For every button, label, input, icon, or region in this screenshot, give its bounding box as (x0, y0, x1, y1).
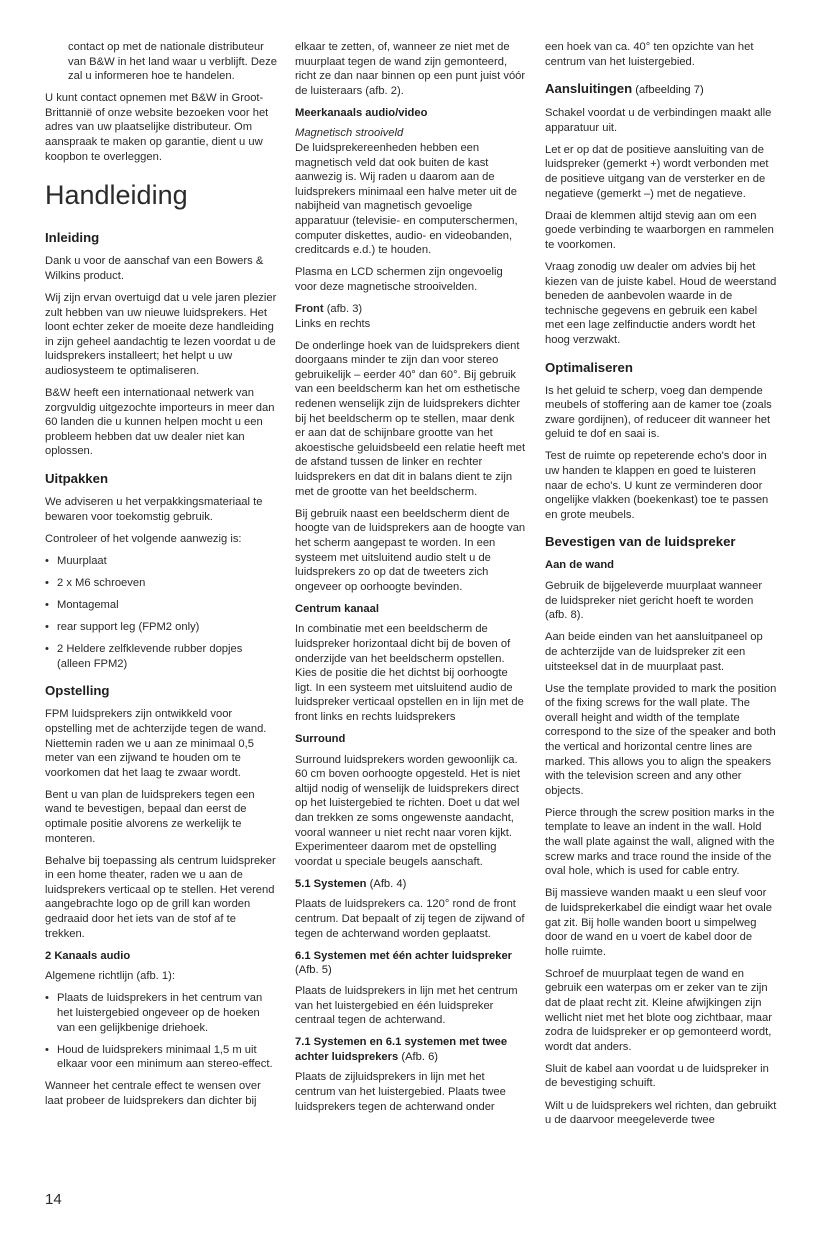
list-item: • rear support leg (FPM2 only) (45, 620, 277, 635)
aansl-title: Aansluitingen (545, 81, 633, 97)
list-item: • Plaats de luidsprekers in het centrum van het luistergebied ongeveer op de hoeken van een gelijkbenige driehoek. (45, 991, 277, 1035)
section-heading-uitpakken: Uitpakken (45, 470, 109, 486)
subheading-2-kanaals: 2 Kanaals audio (45, 949, 131, 962)
paragraph: Plaats de zijluidsprekers in lijn met het centrum van het luistergebied. Plaats twee luidsprekers tegen de achterwand onder (295, 1071, 506, 1113)
paragraph: Draai de klemmen altijd stevig aan om een goede verbinding te waarborgen en rammelen te voorkomen. (545, 209, 774, 251)
paragraph: U kunt contact opnemen met B&W in Groot-Brittannië of onze website bezoeken voor het adres van uw plaatselijke distributeur. Om aanspraak te maken op garantie, dient u uw koopbon te overleggen. (45, 92, 269, 163)
paragraph: Schakel voordat u de verbindingen maakt alle apparatuur uit. (545, 107, 772, 134)
magnetisch-text: De luidsprekereenheden hebben een magnetisch veld dat ook buiten de kast aanwezig is. Wij raden u daarom aan de luidsprekers minimaal een halve meter uit de nabijheid van magnetisch gevoelige apparatuur (televisie- en computerschermen, computer diskettes, audio- en videobanden, creditcards e.d.) te houden. (295, 142, 518, 257)
paragraph: contact op met de nationale distributeur van B&W in het land waar u verblijft. Deze zal u informeren hoe te handelen. (68, 41, 277, 83)
subheading-aan-de-wand: Aan de wand (545, 559, 614, 572)
subheading-centrum: Centrum kanaal (295, 602, 379, 615)
paragraph: Schroef de muurplaat tegen de wand en gebruik een waterpas om er zeker van te zijn dat de plaat recht zit. Kleine afwijkingen zijn wellicht niet met het blote oog zichtbaar, maar zodra de luidspreker er op gemonteerd wordt, wordt dat anders. (545, 967, 772, 1053)
front-ref: (afb. 3) (323, 303, 363, 315)
paragraph: Bent u van plan de luidsprekers tegen een wand te bevestigen, bepaal dan eerst de optimale positie alvorens ze werkelijk te monteren. (45, 788, 255, 845)
s51-ref: (Afb. 4) (366, 877, 407, 890)
paragraph: Use the template provided to mark the position of the fixing screws for the wall plate. The overall height and width of the template correspond to the size of the speaker and both the vertical and horizontal centre lines are marked. This allows you to align the speakers with the television screen and any other objects. (545, 682, 777, 797)
paragraph: Let er op dat de positieve aansluiting van de luidspreker (gemerkt +) wordt verbonden met de positieve uitgang van de versterker en de negatieve (gemerkt –) met de negatieve. (545, 143, 769, 200)
paragraph: Pierce through the screw position marks in the template to leave an indent in the wall. Hold the wall plate against the wall, aligned with the screw marks and trace round the inside of the oval hole, which is used for cable entry. (545, 806, 775, 878)
paragraph: Algemene richtlijn (afb. 1): (45, 970, 175, 983)
paragraph (295, 302, 527, 331)
aansl-ref: (afbeelding 7) (632, 84, 704, 97)
page-title: Handleiding (45, 180, 188, 211)
list-item: • 2 x M6 schroeven (45, 576, 277, 591)
subheading-71 (295, 1035, 527, 1064)
front-sub: Links en rechts (295, 317, 371, 330)
paragraph: Controleer of het volgende aanwezig is: (45, 532, 242, 545)
paragraph: We adviseren u het verpakkingsmateriaal te bewaren voor toekomstig gebruik. (45, 495, 263, 523)
paragraph: Is het geluid te scherp, voeg dan dempende meubels of stoffering aan de kamer toe (zoals zware gordijnen), of reduceer dit wanneer het geluid te dof en saai is. (545, 384, 772, 441)
paragraph: Sluit de kabel aan voordat u de luidspreker in de bevestiging schuift. (545, 1062, 769, 1090)
section-heading-inleiding: Inleiding (45, 230, 100, 246)
subheading-61 (295, 949, 527, 978)
paragraph: Plasma en LCD schermen zijn ongevoelig voor deze magnetische strooivelden. (295, 266, 503, 293)
section-heading-bevestigen: Bevestigen van de luidspreker (545, 534, 736, 550)
paragraph: Behalve bij toepassing als centrum luidspreker in een home theater, raden we u aan de luidsprekers verticaal op te stellen. Het verend aangebrachte logo op de grill kan worden gedraaid door het iets van de stof af te trekken. (45, 854, 276, 940)
column-1 (45, 40, 277, 1116)
paragraph: In combinatie met een beeldscherm de luidspreker horizontaal dicht bij de boven of onderzijde van het beeldscherm opstellen. Kies de positie die het dichtst bij oorhoogte ligt. In een systeem met uitsluitend audio de luidspreker verticaal opstellen en in lijn met de front links en rechts luidsprekers (295, 623, 524, 723)
paragraph: Surround luidsprekers worden gewoonlijk ca. 60 cm boven oorhoogte opgesteld. Het is niet altijd nodig of wenselijk de luidsprekers direct op het luistergebied te richten. Doet u dat wel dan trekken ze soms ongewenste aandacht, vooral wanneer u niet recht naar voren kijkt. Experimenteer daarom met de opstelling voordat u speciale beugels aanschaft. (295, 753, 521, 868)
guideline-list (45, 991, 277, 1071)
paragraph: Wilt u de luidsprekers wel richten, dan gebruikt u de daarvoor meegeleverde twee (545, 1099, 777, 1127)
front-label: Front (295, 303, 324, 315)
paragraph: FPM luidsprekers zijn ontwikkeld voor opstelling met de achterzijde tegen de wand. Niettemin raden we u aan ze minimaal 0,5 meter van een zijwand te houden om te voorkomen dat het laag te zwaar wordt. (45, 708, 267, 779)
page-number: 14 (45, 1191, 62, 1208)
subheading-surround: Surround (295, 733, 346, 746)
paragraph: Aan beide einden van het aansluitpaneel op de achterzijde van de luidspreker zit een uitsteeksel dat in de muurplaat past. (545, 631, 763, 673)
paragraph: Test de ruimte op repeterende echo's door in uw handen te klappen en goed te luisteren naar de echo's. U kunt ze verminderen door ongelijke vlakken (boekenkast) toe te passen en grote meubels. (545, 450, 769, 521)
s71-ref: (Afb. 6) (398, 1050, 439, 1063)
section-heading-opstelling: Opstelling (45, 683, 110, 699)
paragraph: Gebruik de bijgeleverde muurplaat wanneer de luidspreker niet gericht hoeft te worden (afb. 8). (545, 580, 763, 622)
paragraph: Bij massieve wanden maakt u een sleuf voor de luidsprekerkabel die eindigt waar het ovale gat zit. Bij holle wanden boort u simpelweg door de wand en u voert de kabel door de holle ruimte. (545, 887, 773, 958)
checklist (45, 554, 277, 672)
paragraph: Wij zijn ervan overtuigd dat u vele jaren plezier zult hebben van uw nieuwe luidsprekers. Het loont echter zeker de moeite deze handleiding in zijn geheel aandachtig te lezen voordat u de luidsprekers installeert; het helpt u uw audiosysteem te optimaliseren. (45, 291, 277, 377)
paragraph: een hoek van ca. 40° ten opzichte van het centrum van het luistergebied. (545, 41, 754, 68)
column-2 (295, 40, 527, 1122)
paragraph: Wanneer het centrale effect te wensen over laat probeer de luidsprekers dan dichter bij (45, 1080, 261, 1107)
section-heading-optimaliseren: Optimaliseren (545, 359, 633, 375)
magnetisch-label: Magnetisch strooiveld (295, 127, 404, 140)
s71-title: 7.1 Systemen en 6.1 systemen met twee achter luidsprekers (295, 1036, 508, 1063)
column-3 (545, 40, 777, 1135)
paragraph: De onderlinge hoek van de luidsprekers dient doorgaans minder te zijn dan voor stereo gebruikelijk – eerder 40° dan 60°. Bij gebruik van een beeldscherm kan het om esthetische redenen wenselijk zijn de luidsprekers dichter bij het beeldscherm op te stellen, maar denk er aan dat de schijnbare grootte van het akoestische geluidsbeeld een relatie heeft met de afstand tussen de linker en rechter luidsprekers en dat dit in balans dient te zijn met de grootte van het beeldscherm. (295, 339, 526, 498)
paragraph: Vraag zonodig uw dealer om advies bij het kiezen van de juiste kabel. Houd de weerstand beneden de aanbevolen waarde in de technische gegevens en gebruik een kabel met een lage zelfinductie anders wordt het hoog verzwakt. (545, 261, 777, 346)
s61-ref: (Afb. 5) (295, 964, 332, 977)
s51-title: 5.1 Systemen (295, 877, 367, 890)
paragraph: Dank u voor de aanschaf van een Bowers & Wilkins product. (45, 255, 264, 282)
section-heading-aansluitingen (545, 81, 777, 98)
list-item: • Muurplaat (45, 554, 277, 569)
s61-title: 6.1 Systemen met één achter luidspreker (295, 949, 513, 962)
paragraph (295, 126, 527, 257)
subheading-51 (295, 877, 527, 892)
subheading-meerkanaals: Meerkanaals audio/video (295, 106, 428, 119)
paragraph: elkaar te zetten, of, wanneer ze niet met de muurplaat tegen de wand zijn gemonteerd, richt ze dan naar binnen op een punt juist vóór de luisteraars (afb. 2). (295, 41, 526, 97)
paragraph: Plaats de luidsprekers ca. 120° rond de front centrum. Dat bepaalt of zij tegen de zijwand of tegen de achterwand worden geplaatst. (295, 898, 525, 940)
paragraph: B&W heeft een internationaal netwerk van zorgvuldig uitgezochte importeurs in meer dan 60 landen die u kunnen helpen mocht u een probleem hebben dat uw dealer niet kan oplossen. (45, 387, 275, 458)
paragraph: Plaats de luidsprekers in lijn met het centrum van het luistergebied en één luidspreker centraal tegen de achterwand. (295, 984, 518, 1027)
paragraph: Bij gebruik naast een beeldscherm dient de hoogte van de luidsprekers aan de hoogte van het scherm aangepast te worden. In een systeem met uitsluitend audio stelt u de luidsprekers zo op dat de tweeters zich ongeveer op oorhoogte bevinden. (295, 507, 526, 593)
list-item: • Montagemal (45, 598, 277, 613)
list-item: • 2 Heldere zelfklevende rubber dopjes (alleen FPM2) (45, 642, 277, 671)
list-item: • Houd de luidsprekers minimaal 1,5 m uit elkaar voor een minimum aan stereo-effect. (45, 1043, 277, 1072)
